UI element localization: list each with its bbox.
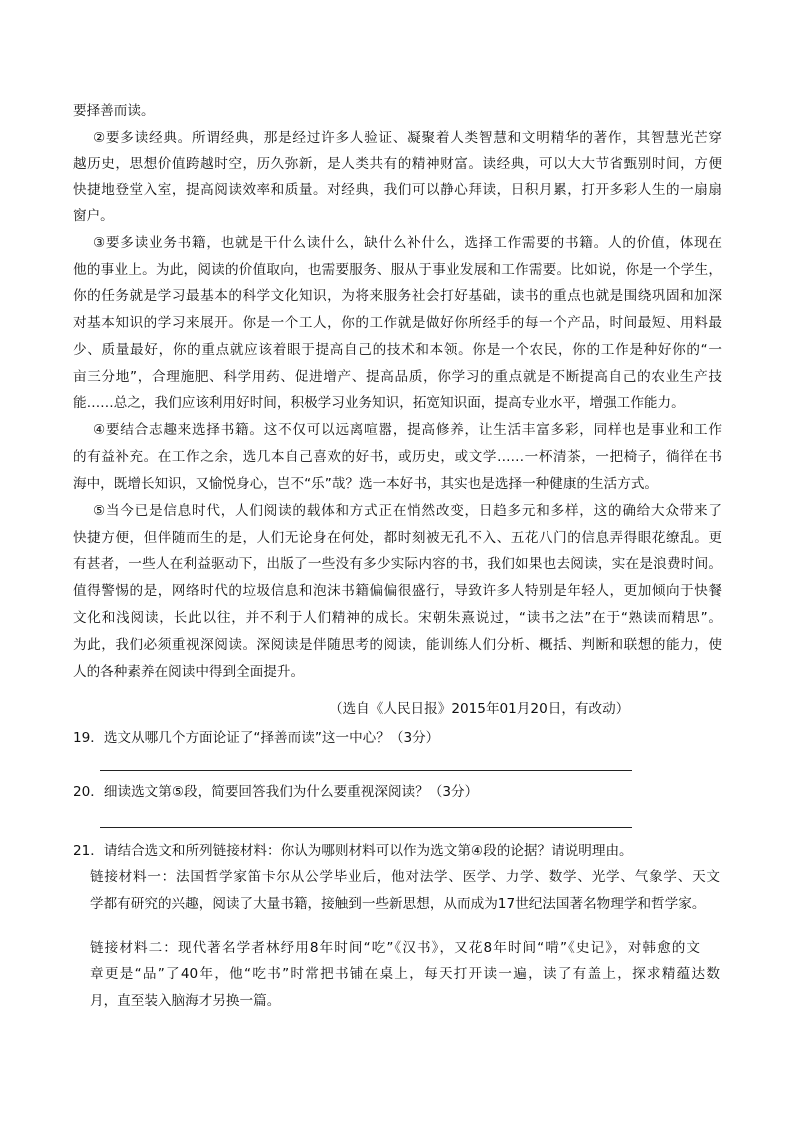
paragraph-line: ⑤当今已是信息时代，人们阅读的载体和方式正在悄然改变，日趋多元和多样，这的确给大众带来了 [93,503,722,519]
paragraph-line: 窗户。 [73,208,114,224]
paragraph-line: 快捷方便，但伴随而生的是，人们无论身在何处，都时刻被无孔不入、五花八门的信息弄得眼花缭乱。更 [73,530,722,546]
answer-line-19[interactable] [100,770,632,771]
paragraph-line: 越历史，思想价值跨越时空，历久弥新，是人类共有的精神财富。读经典，可以大大节省甄别时间，方便 [73,156,722,172]
paragraph-line: 文化和浅阅读，长此以往，并不利于人们精神的成长。宋朝朱熹说过，“读书之法”在于“熟读而精思”。 [73,610,722,626]
answer-line-20[interactable] [100,827,632,828]
paragraph-line: ③要多读业务书籍，也就是干什么读什么，缺什么补什么，选择工作需要的书籍。人的价值，体现在 [93,235,722,251]
paragraph-line: 快捷地登堂入室，提高阅读效率和质量。对经典，我们可以静心拜读，日积月累，打开多彩人生的一扇扇 [73,182,722,198]
paragraph-line: 对基本知识的学习来展开。你是一个工人，你的工作就是做好你所经手的每一个产品，时间最短、用料最 [73,315,722,331]
paragraph-line: 海中，既增长知识，又愉悦身心，岂不“乐”哉？选一本好书，其实也是选择一种健康的生活方式。 [73,476,659,492]
paragraph-line: ④要结合志趣来选择书籍。这不仅可以远离喧嚣，提高修养，让生活丰富多彩，同样也是事业和工作 [93,422,722,438]
link-material-1-line: 链接材料一：法国哲学家笛卡尔从公学毕业后，他对法学、医学、力学、数学、光学、气象学、天文 [90,869,720,885]
paragraph-line: 为此，我们必须重视深阅读。深阅读是伴随思考的阅读，能训练人们分析、概括、判断和联想的能力，使 [73,637,722,653]
paragraph-line: 他的事业上。为此，阅读的价值取向，也需要服务、服从于事业发展和工作需要。比如说，你是一个学生， [73,262,722,278]
paragraph-line: 的有益补充。在工作之余，选几本自己喜欢的好书，或历史，或文学……一杯清茶，一把椅子，徜徉在书 [73,449,722,465]
paragraph-line: 亩三分地”，合理施肥、科学用药、促进增产、提高品质，你学习的重点就是不断提高自己的农业生产技 [73,369,722,385]
question-21: 21．请结合选文和所列链接材料：你认为哪则材料可以作为选文第④段的论据？请说明理由。 [73,843,633,859]
link-material-2-line: 链接材料二：现代著名学者林纾用8年时间“吃”《汉书》，又花8年时间“啃”《史记》，对韩愈的文 [90,940,700,956]
source-citation: （选自《人民日报》2015年01月20日，有改动） [329,701,630,717]
paragraph-line: 要择善而读。 [73,103,155,119]
link-material-2-line: 章更是“品”了40年，他“吃书”时常把书铺在桌上，每天打开读一遍，读了有盖上，探求精蕴达数 [90,966,720,982]
question-20: 20．细读选文第⑤段，简要回答我们为什么要重视深阅读？（3分） [73,784,479,800]
paragraph-line: 有甚者，一些人在利益驱动下，出版了一些没有多少实际内容的书，我们如果也去阅读，实在是浪费时间。 [73,556,722,572]
link-material-1-line: 学都有研究的兴趣，阅读了大量书籍，接触到一些新思想，从而成为17世纪法国著名物理学和哲学家。 [90,896,706,912]
paragraph-line: ②要多读经典。所谓经典，那是经过许多人验证、凝聚着人类智慧和文明精华的著作，其智慧光芒穿 [93,130,722,146]
paragraph-line: 人的各种素养在阅读中得到全面提升。 [73,664,305,680]
paragraph-line: 值得警惕的是，网络时代的垃圾信息和泡沫书籍偏偏很盛行，导致许多人特别是年轻人，更加倾向于快餐 [73,583,722,599]
link-material-2-line: 月，直至装入脑海才另换一篇。 [90,993,281,1009]
question-19: 19．选文从哪几个方面论证了“择善而读”这一中心？（3分） [73,730,440,746]
paragraph-line: 你的任务就是学习最基本的科学文化知识，为将来服务社会打好基础，读书的重点也就是围绕巩固和加深 [73,288,722,304]
paragraph-line: 能……总之，我们应该利用好时间，积极学习业务知识，拓宽知识面，提高专业水平，增强工作能力。 [73,395,685,411]
paragraph-line: 少、质量最好，你的重点就应该着眼于提高自己的技术和本领。你是一个农民，你的工作是种好你的“一 [73,342,722,358]
